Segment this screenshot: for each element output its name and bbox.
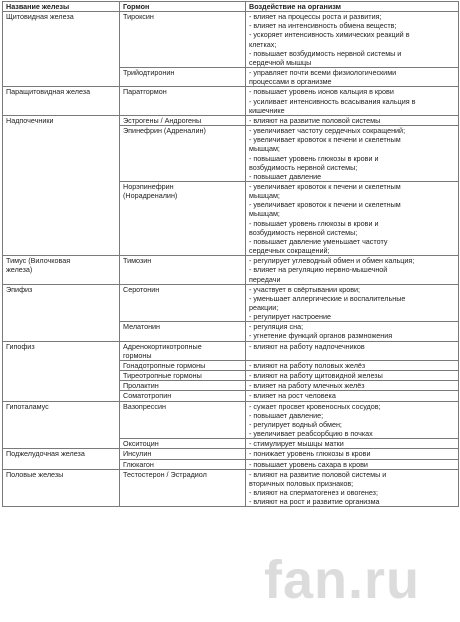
cell-line: Гипофиз: [6, 341, 35, 351]
cell-line: реакции;: [249, 303, 279, 312]
cell-line: - увеличивает частоту сердечных сокращений;: [249, 126, 406, 136]
table-row: [3, 371, 459, 381]
cell-line: - понижает уровень глюкозы в крови: [249, 449, 371, 459]
hormone-cell: [120, 459, 246, 469]
hormone-cell: [120, 469, 246, 507]
cell-line: процессами в организме: [249, 77, 332, 87]
hormone-cell: [120, 181, 246, 255]
table-row: [3, 391, 459, 401]
table-body: [3, 12, 459, 507]
gland-cell: [3, 360, 120, 370]
cell-line: Половые железы: [6, 469, 64, 479]
table-row: [3, 401, 459, 439]
cell-line: Эпифиз: [6, 284, 33, 294]
table-row: [3, 341, 459, 360]
table-row: [3, 322, 459, 341]
hormone-cell: [120, 371, 246, 381]
effect-cell: [246, 360, 459, 370]
cell-line: - повышает возбудимость нервной системы и: [249, 48, 402, 58]
hormone-cell: [120, 12, 246, 68]
cell-line: сердечных сокращений;: [249, 246, 330, 256]
cell-line: - влияют на развитие половой системы: [249, 115, 381, 125]
cell-line: - регулирует настроение: [249, 312, 331, 322]
effect-cell: [246, 401, 459, 439]
effect-cell: [246, 469, 459, 507]
cell-line: Трийодтиронин: [123, 68, 175, 78]
hormone-cell: [120, 360, 246, 370]
gland-cell: [3, 341, 120, 360]
cell-line: - сужает просвет кровеносных сосудов;: [249, 401, 381, 411]
cell-line: - повышает уровень ионов кальция в крови: [249, 87, 394, 97]
page: [2, 1, 458, 619]
cell-line: возбудимость нервной системы;: [249, 162, 358, 172]
table-row: [3, 12, 459, 68]
effect-cell: [246, 12, 459, 68]
cell-line: Поджелудочная железа: [6, 449, 85, 459]
effect-cell: [246, 381, 459, 391]
gland-cell: [3, 12, 120, 68]
effect-cell: [246, 126, 459, 182]
cell-line: - повышает давление: [249, 171, 322, 181]
gland-cell: [3, 371, 120, 381]
cell-line: - влияет на работу млечных желёз: [249, 381, 365, 391]
cell-line: - регулирует углеводный обмен и обмен кальция;: [249, 256, 415, 266]
gland-cell: [3, 181, 120, 255]
hormone-cell: [120, 381, 246, 391]
header-effect: Воздействие на организм: [246, 2, 459, 12]
gland-cell: [3, 401, 120, 439]
cell-line: - регулирует водный обмен;: [249, 419, 342, 429]
effect-cell: [246, 371, 459, 381]
cell-line: Гипоталамус: [6, 401, 49, 411]
cell-line: - влияет на интенсивность обмена веществ;: [249, 21, 397, 31]
gland-cell: [3, 439, 120, 449]
effect-cell: [246, 115, 459, 125]
effect-cell: [246, 87, 459, 115]
hormone-cell: [120, 284, 246, 322]
gland-cell: [3, 126, 120, 182]
gland-cell: [3, 322, 120, 341]
cell-line: Окситоцин: [123, 439, 159, 449]
hormone-cell: [120, 322, 246, 341]
gland-cell: [3, 68, 120, 87]
gland-cell: [3, 391, 120, 401]
cell-line: Тиреотропные гормоны: [123, 371, 202, 381]
effect-cell: [246, 68, 459, 87]
effect-cell: [246, 439, 459, 449]
cell-line: Мелатонин: [123, 322, 161, 332]
cell-line: Инсулин: [123, 449, 152, 459]
cell-line: - управляет почти всеми физиологическими: [249, 68, 397, 78]
cell-line: - влияет на процессы роста и развития;: [249, 12, 382, 22]
effect-cell: [246, 341, 459, 360]
effect-cell: [246, 322, 459, 341]
cell-line: Глюкагон: [123, 459, 154, 469]
table-row: [3, 115, 459, 125]
table-row: [3, 449, 459, 459]
cell-line: Щитовидная железа: [6, 12, 74, 22]
effect-cell: [246, 284, 459, 322]
hormone-cell: [120, 391, 246, 401]
header-gland: Название железы: [3, 2, 120, 12]
cell-line: - влияют на рост и развитие организма: [249, 497, 380, 507]
gland-cell: [3, 469, 120, 507]
effect-cell: [246, 391, 459, 401]
cell-line: Эстрогены / Андрогены: [123, 115, 202, 125]
effect-cell: [246, 181, 459, 255]
hormone-cell: [120, 68, 246, 87]
cell-line: клетках;: [249, 39, 277, 49]
cell-line: Тестостерон / Эстрадиол: [123, 469, 207, 479]
cell-line: - стимулирует мышцы матки: [249, 439, 344, 449]
cell-line: мышцам;: [249, 144, 280, 154]
cell-line: - повышает уровень глюкозы в крови и: [249, 153, 379, 163]
hormone-cell: [120, 115, 246, 125]
cell-line: Норэпинефрин: [123, 181, 174, 191]
cell-line: Тимус (Вилочковая: [6, 256, 71, 266]
table-row: [3, 459, 459, 469]
table-row: [3, 126, 459, 182]
table-row: [3, 87, 459, 115]
cell-line: железа): [6, 265, 33, 275]
watermark: fan.ru: [264, 550, 421, 610]
table-row: [3, 360, 459, 370]
cell-line: вторичных половых признаков;: [249, 478, 354, 488]
cell-line: - участвует в свёртывании крови;: [249, 284, 361, 294]
hormone-cell: [120, 87, 246, 115]
cell-line: - увеличивает кровоток к печени и скелетным: [249, 181, 401, 191]
gland-cell: [3, 115, 120, 125]
cell-line: передачи: [249, 274, 281, 284]
hormone-cell: [120, 341, 246, 360]
cell-line: - усиливает интенсивность всасывания кальция в: [249, 96, 416, 106]
cell-line: - угнетение функций органов размножения: [249, 331, 393, 341]
cell-line: - увеличивает реабсорбцию в почках: [249, 429, 373, 439]
cell-line: Серотонин: [123, 284, 160, 294]
cell-line: Вазопрессин: [123, 401, 166, 411]
hormone-cell: [120, 439, 246, 449]
cell-line: Паратгормон: [123, 87, 167, 97]
cell-line: - влияют на работу половых желёз: [249, 360, 366, 370]
cell-line: сердечной мышцы: [249, 57, 312, 67]
cell-line: мышцам;: [249, 191, 280, 201]
effect-cell: [246, 459, 459, 469]
cell-line: Тироксин: [123, 12, 154, 22]
cell-line: возбудимость нервной системы;: [249, 227, 358, 237]
table-row: [3, 439, 459, 449]
cell-line: - влияют на работу щитовидной железы: [249, 371, 383, 381]
gland-cell: [3, 449, 120, 459]
effect-cell: [246, 449, 459, 459]
cell-line: Паращитовидная железа: [6, 87, 91, 97]
cell-line: (Норадреналин): [123, 191, 178, 201]
cell-line: гормоны: [123, 350, 152, 360]
cell-line: Соматотропин: [123, 391, 172, 401]
table-row: [3, 68, 459, 87]
cell-line: Тимозин: [123, 256, 152, 266]
hormone-table: [2, 1, 459, 507]
gland-cell: [3, 284, 120, 322]
cell-line: - влияют на развитие половой системы и: [249, 469, 387, 479]
cell-line: мышцам;: [249, 209, 280, 219]
hormone-cell: [120, 126, 246, 182]
table-row: [3, 381, 459, 391]
gland-cell: [3, 381, 120, 391]
cell-line: - влияет на рост человека: [249, 391, 336, 401]
table-row: [3, 284, 459, 322]
table-row: [3, 469, 459, 507]
hormone-cell: [120, 449, 246, 459]
cell-line: Адренокортикотропные: [123, 341, 202, 351]
table-row: [3, 256, 459, 284]
cell-line: - уменьшает аллергические и воспалительные: [249, 293, 406, 303]
cell-line: Эпинефрин (Адреналин): [123, 126, 206, 136]
cell-line: - влияют на сперматогенез и овогенез;: [249, 487, 378, 497]
cell-line: - повышает уровень сахара в крови: [249, 459, 368, 469]
hormone-cell: [120, 256, 246, 284]
gland-cell: [3, 256, 120, 284]
table-row: [3, 181, 459, 255]
gland-cell: [3, 459, 120, 469]
cell-line: кишечнике: [249, 105, 285, 115]
cell-line: - регуляция сна;: [249, 322, 304, 332]
cell-line: - влияют на работу надпочечников: [249, 341, 365, 351]
cell-line: - ускоряет интенсивность химических реакций в: [249, 30, 410, 40]
cell-line: - повышает давление;: [249, 410, 324, 420]
cell-line: - повышает давление уменьшает частоту: [249, 236, 388, 246]
cell-line: - увеличивает кровоток к печени и скелетным: [249, 135, 401, 145]
cell-line: - повышает уровень глюкозы в крови и: [249, 218, 379, 228]
cell-line: - влияет на регуляцию нервно-мышечной: [249, 265, 388, 275]
table-header-row: [3, 2, 459, 12]
effect-cell: [246, 256, 459, 284]
cell-line: Гонадотропные гормоны: [123, 360, 206, 370]
cell-line: - увеличивает кровоток к печени и скелетным: [249, 200, 401, 210]
cell-line: Пролактин: [123, 381, 159, 391]
cell-line: Надпочечники: [6, 115, 54, 125]
header-hormone: Гормон: [120, 2, 246, 12]
hormone-cell: [120, 401, 246, 439]
gland-cell: [3, 87, 120, 115]
